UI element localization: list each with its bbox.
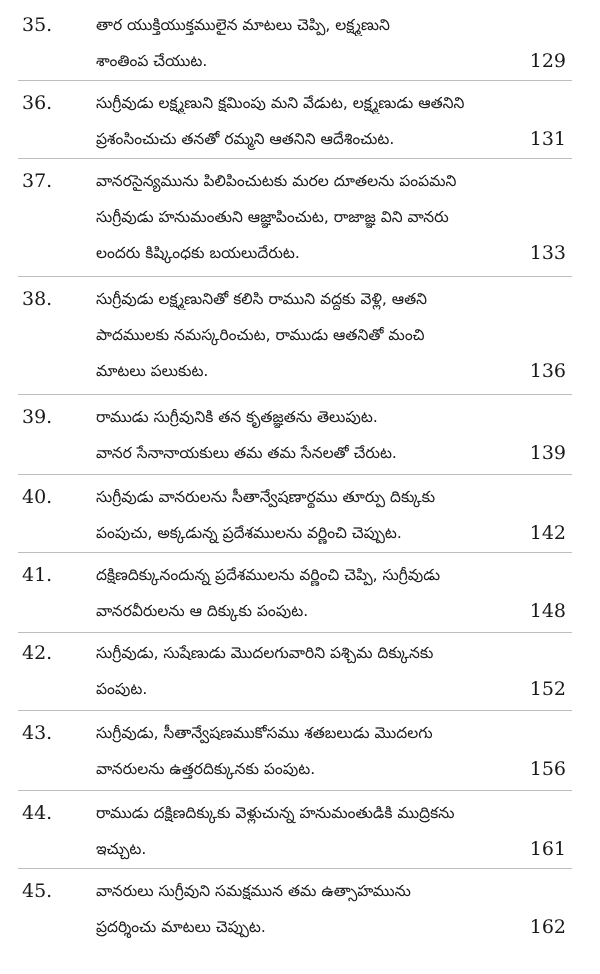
divider (18, 474, 572, 475)
entry-text-line: మాటలు పలుకుట. (96, 362, 209, 380)
entry-text-line: వానరులను ఉత్తరదిక్కునకు పంపుట. (96, 760, 316, 778)
entry-number: 41. (22, 564, 53, 586)
divider (18, 868, 572, 869)
entry-text-line: సుగ్రీవుడు లక్ష్మణునితో కలిసి రాముని వద్దకు వెళ్లి, ఆతని (96, 290, 428, 308)
entry-text-line: పంపుచు, అక్కడున్న ప్రదేశములను వర్ణించి చెప్పుట. (96, 524, 402, 542)
divider (18, 790, 572, 791)
entry-text-line: ఇచ్చుట. (96, 840, 147, 858)
entry-text-line: పంపుట. (96, 680, 148, 698)
entry-text-line: వానరవీరులను ఆ దిక్కుకు పంపుట. (96, 602, 309, 620)
entry-text-line: వానరులు సుగ్రీవుని సమక్షమున తమ ఉత్సాహమును (96, 882, 411, 900)
divider (18, 158, 572, 159)
entry-text-line: సుగ్రీవుడు లక్ష్మణుని క్షమింపు మని వేడుట, లక్ష్మణుడు ఆతనిని (96, 94, 465, 112)
entry-number: 35. (22, 14, 53, 36)
entry-number: 39. (22, 406, 53, 428)
entry-number: 45. (22, 880, 53, 902)
divider (18, 80, 572, 81)
page-number: 136 (529, 360, 566, 382)
entry-text-line: సుగ్రీవుడు వానరులను సీతాన్వేషణార్థము తూర్పు దిక్కుకు (96, 488, 436, 506)
entry-text-line: పాదములకు నమస్కరించుట, రాముడు ఆతనితో మంచి (96, 326, 425, 344)
entry-text-line: లందరు కిష్కింధకు బయలుదేరుట. (96, 244, 300, 262)
divider (18, 632, 572, 633)
entry-text-line: వానర సేనానాయకులు తమ తమ సేనలతో చేరుట. (96, 444, 397, 462)
page-number: 133 (529, 242, 566, 264)
page-number: 148 (529, 600, 566, 622)
entry-number: 38. (22, 288, 53, 310)
page-number: 142 (529, 522, 566, 544)
entry-number: 43. (22, 722, 53, 744)
entry-text-line: ప్రదర్శించు మాటలు చెప్పుట. (96, 918, 266, 936)
entry-text-line: తార యుక్తియుక్తములైన మాటలు చెప్పి, లక్ష్మణుని (96, 16, 390, 34)
divider (18, 552, 572, 553)
entry-text-line: శాంతింప చేయుట. (96, 52, 208, 70)
page-number: 129 (529, 50, 566, 72)
entry-text-line: ప్రశంసించుచు తనతో రమ్మని ఆతనిని ఆదేశించుట. (96, 130, 395, 148)
entry-text-line: రాముడు సుగ్రీవునికి తన కృతజ్ఞతను తెలుపుట. (96, 408, 378, 426)
entry-text-line: వానరసైన్యమును పిలిపించుటకు మరల దూతలను పంపమని (96, 172, 457, 190)
entry-number: 44. (22, 802, 53, 824)
entry-number: 36. (22, 92, 53, 114)
entry-text-line: సుగ్రీవుడు హనుమంతుని ఆజ్ఞాపించుట, రాజాజ్ఞ విని వానరు (96, 208, 449, 226)
page-number: 156 (529, 758, 566, 780)
entry-text-line: సుగ్రీవుడు, సుషేణుడు మొదలగువారిని పశ్చిమ దిక్కునకు (96, 644, 434, 662)
entry-text-line: రాముడు దక్షిణదిక్కుకు వెళ్లుచున్న హనుమంతుడికి ముద్రికను (96, 804, 455, 822)
page-number: 162 (529, 916, 566, 938)
divider (18, 710, 572, 711)
entry-text-line: దక్షిణదిక్కునందున్న ప్రదేశములను వర్ణించి చెప్పి, సుగ్రీవుడు (96, 566, 441, 584)
page-number: 139 (529, 442, 566, 464)
entry-number: 42. (22, 642, 53, 664)
divider (18, 394, 572, 395)
page-number: 131 (529, 128, 566, 150)
entry-text-line: సుగ్రీవుడు, సీతాన్వేషణముకోసము శతబలుడు మొదలగు (96, 724, 433, 742)
page-number: 161 (529, 838, 566, 860)
divider (18, 276, 572, 277)
entry-number: 37. (22, 170, 53, 192)
entry-number: 40. (22, 486, 53, 508)
page-number: 152 (529, 678, 566, 700)
